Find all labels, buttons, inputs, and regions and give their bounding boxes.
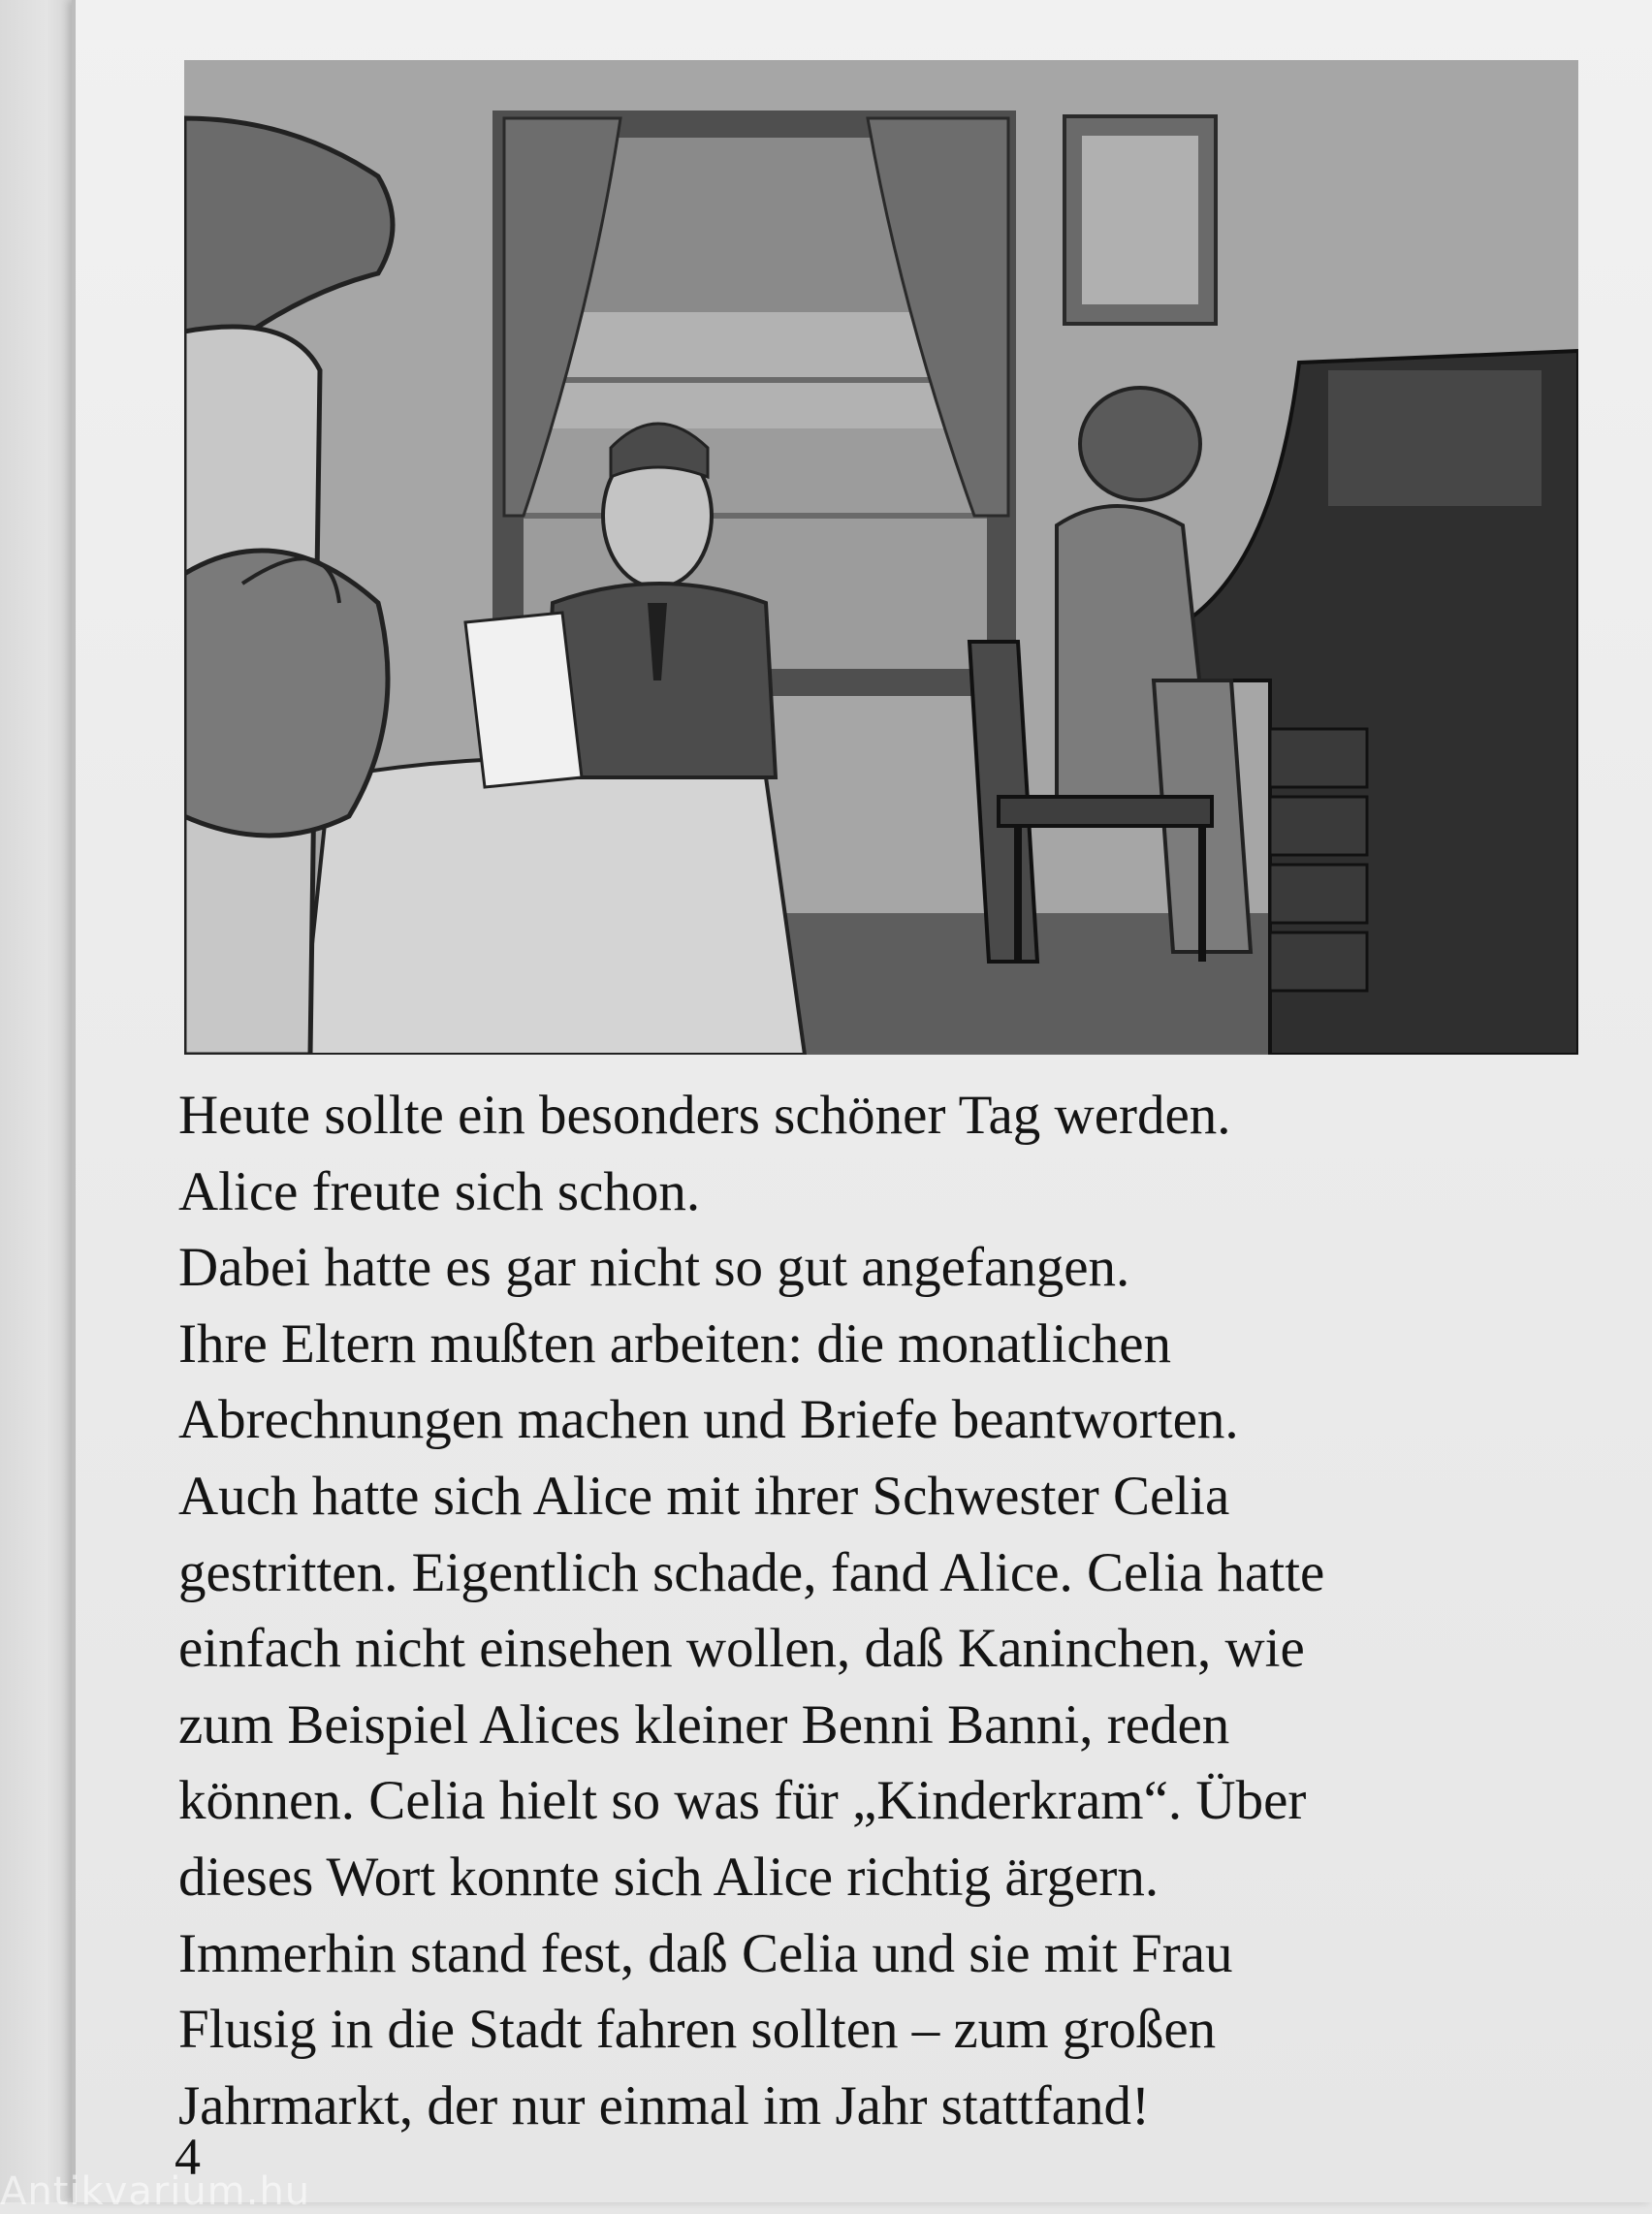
story-line: Abrechnungen machen und Briefe beantworten. — [178, 1389, 1239, 1451]
story-line: können. Celia hielt so was für „Kinderkram“. Über — [178, 1770, 1307, 1832]
story-text — [178, 1078, 1594, 2144]
story-line: Jahrmarkt, der nur einmal im Jahr stattfand! — [178, 2074, 1150, 2136]
story-line: gestritten. Eigentlich schade, fand Alice. Celia hatte — [178, 1541, 1325, 1603]
watermark: Antikvarium.hu — [0, 2169, 311, 2214]
story-line: zum Beispiel Alices kleiner Benni Banni, reden — [178, 1693, 1230, 1755]
story-line: Alice freute sich schon. — [178, 1160, 701, 1222]
story-line: einfach nicht einsehen wollen, daß Kaninchen, wie — [178, 1618, 1305, 1680]
illustration-icon — [184, 60, 1578, 1055]
page-number: 4 — [175, 2128, 201, 2186]
story-line: Heute sollte ein besonders schöner Tag werden. — [178, 1085, 1231, 1146]
story-line: Immerhin stand fest, daß Celia und sie mit Frau — [178, 1922, 1233, 1984]
story-line: Dabei hatte es gar nicht so gut angefangen. — [178, 1237, 1130, 1299]
story-line: Auch hatte sich Alice mit ihrer Schwester Celia — [178, 1465, 1230, 1527]
story-illustration — [184, 60, 1578, 1055]
story-line: dieses Wort konnte sich Alice richtig ärgern. — [178, 1846, 1160, 1908]
story-line: Flusig in die Stadt fahren sollten – zum großen — [178, 1999, 1217, 2061]
page-edge — [72, 0, 76, 2202]
adjacent-page-strip — [0, 0, 78, 2202]
story-line: Ihre Eltern mußten arbeiten: die monatlichen — [178, 1313, 1172, 1375]
